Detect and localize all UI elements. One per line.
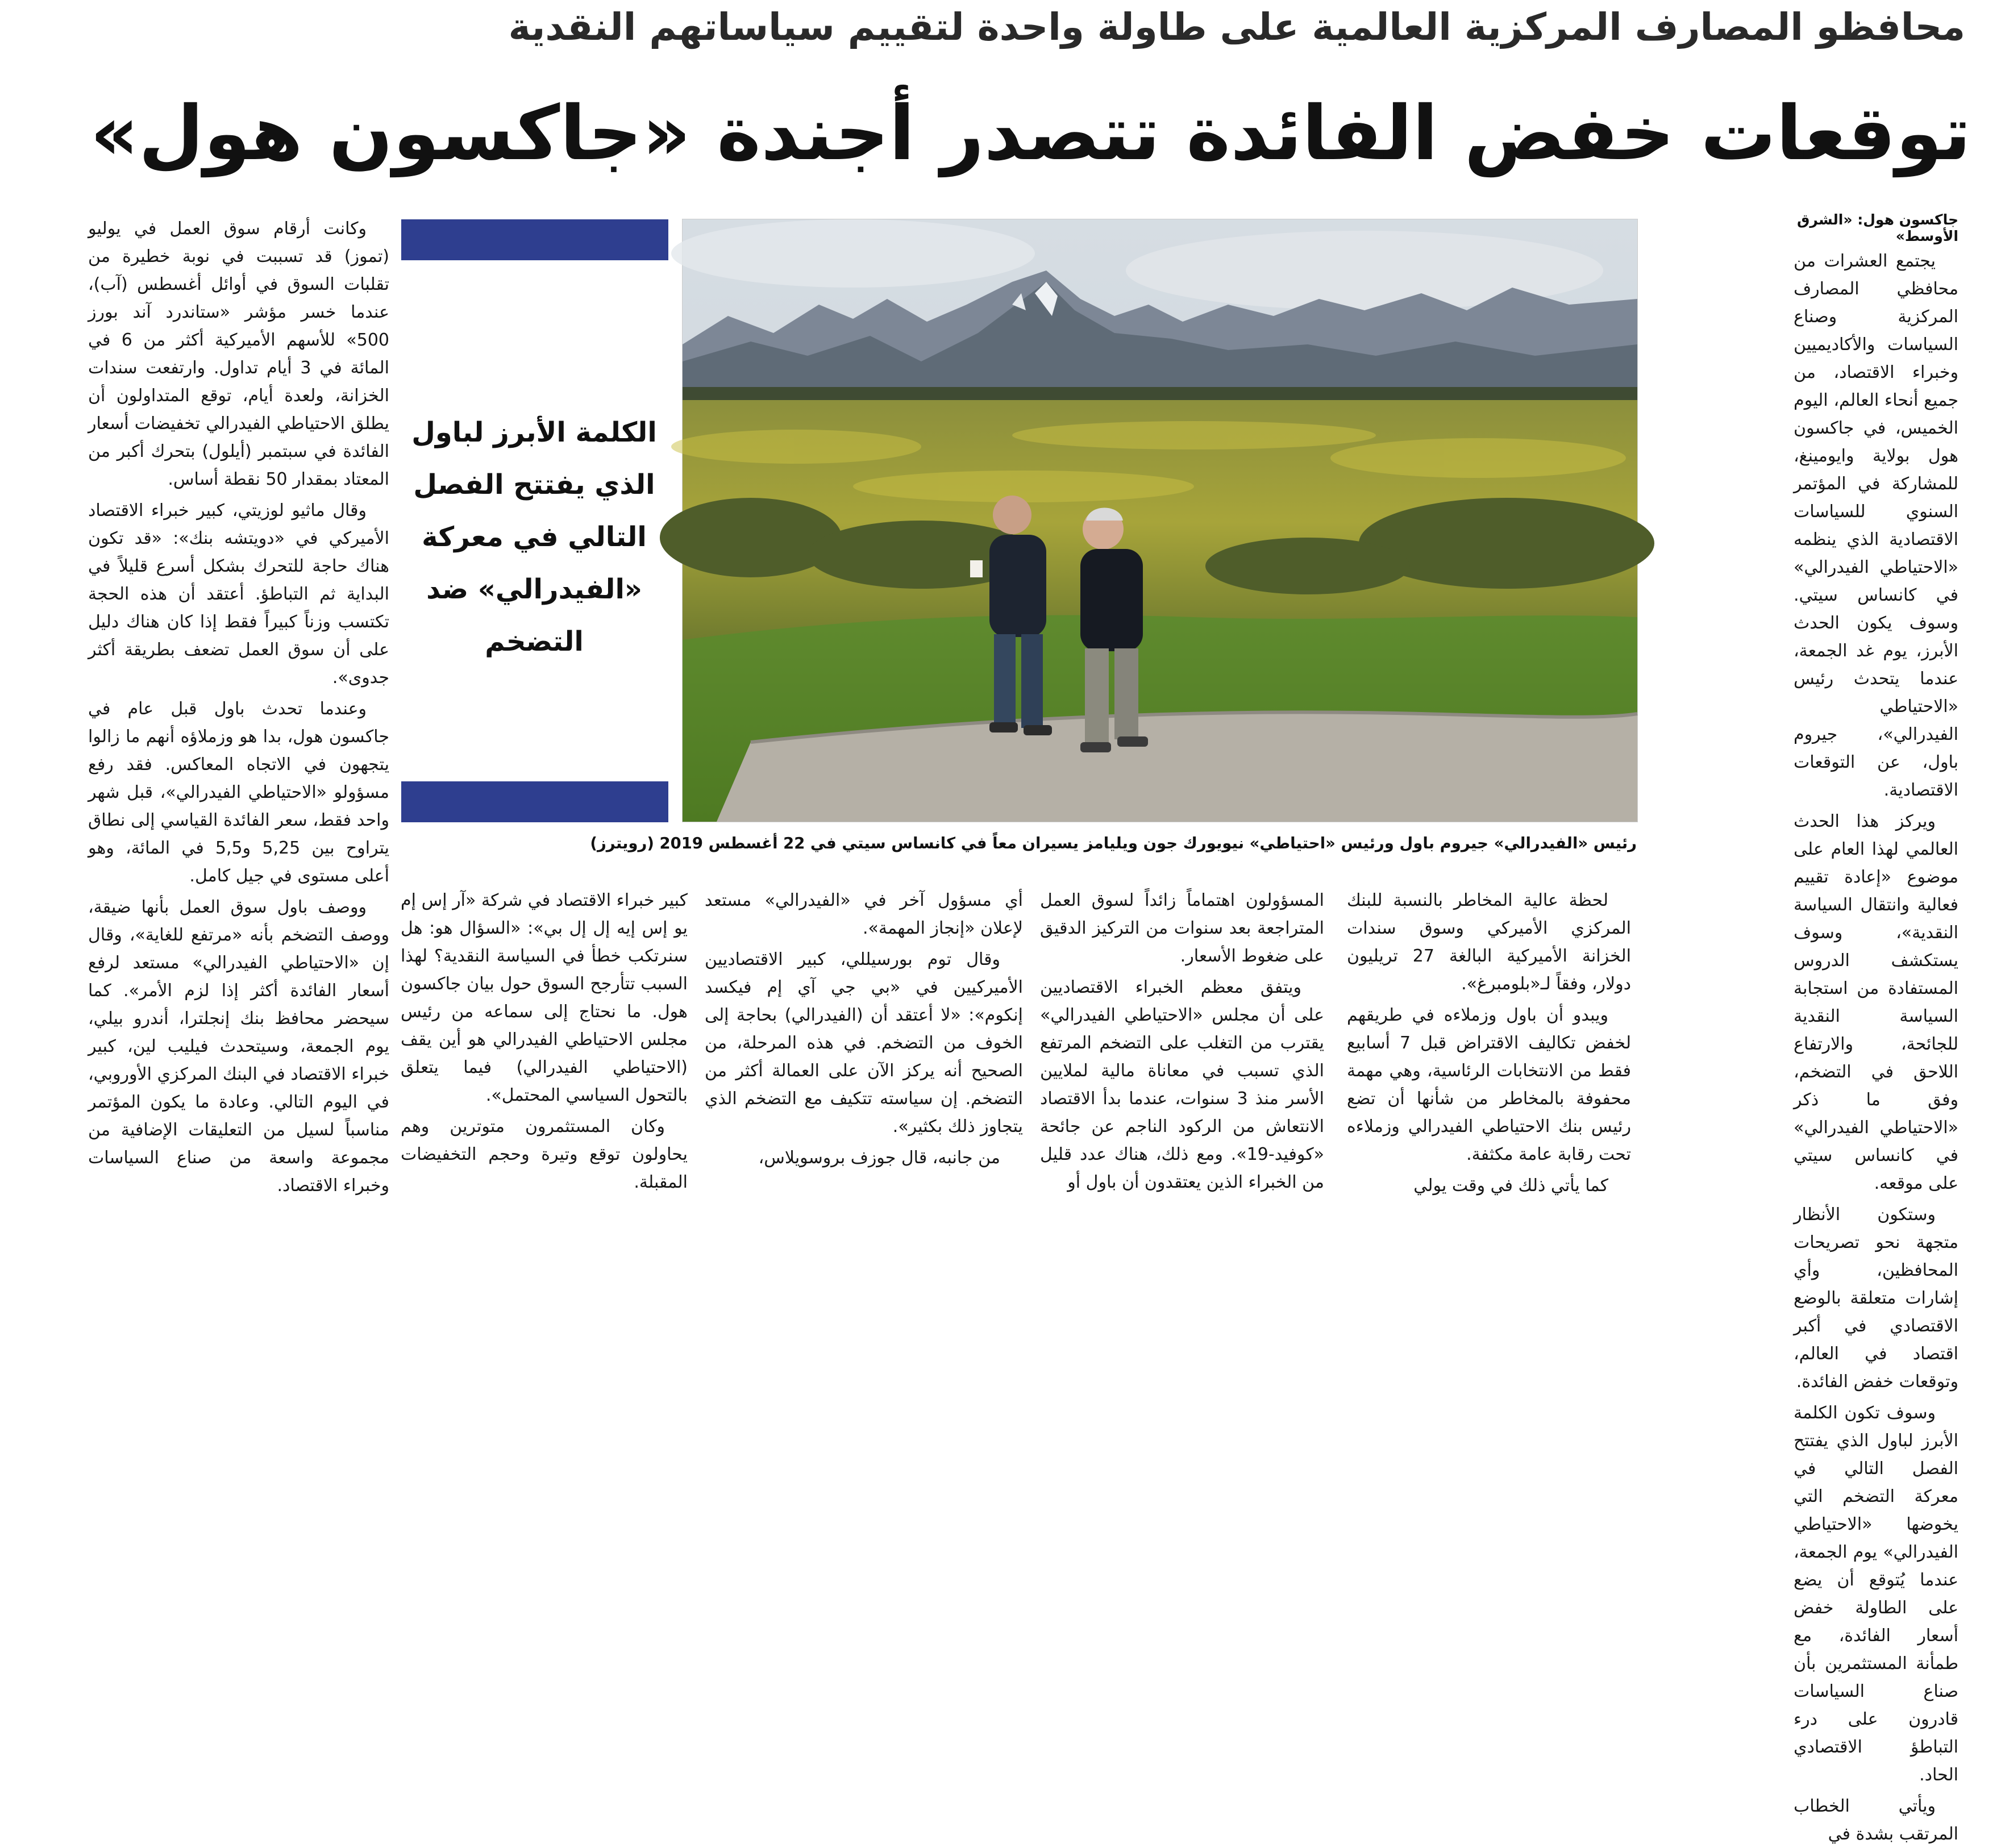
paragraph: وقال توم بورسيللي، كبير الاقتصاديين الأميركيين في «بي جي آي إم فيكسد إنكوم»: «لا أعتقد أن (الفيدرالي) بحاجة إلى الخوف من التضخم. في هذه المرحلة، من الصحيح أنه يركز الآن على العمالة أكثر من التضخم. إن سياسته تتكيف مع التضخم الذي يتجاوز ذلك بكثير». [705, 950, 1023, 1137]
paragraph: وكان المستثمرون متوترين وهم يحاولون توقع وتيرة وحجم التخفيضات المقبلة. [401, 1117, 688, 1192]
paragraph: وكانت أرقام سوق العمل في يوليو (تموز) قد تسببت في نوبة خطيرة من تقلبات السوق في أوائل أغسطس (آب)، عندما خسر مؤشر «ستاندرد آند بورز 500» للأسهم الأميركية أكثر من 6 في المائة في 3 أيام تداول. وارتفعت سندات الخزانة، ولعدة أيام، توقع المتداولون أن يطلق الاحتياطي الفيدرالي تخفيضات أسعار الفائدة في سبتمبر (أيلول) بتحرك أكبر من المعتاد بمقدار 50 نقطة أساس. [88, 219, 389, 489]
paragraph: كما يأتي ذلك في وقت يولي [1413, 1176, 1608, 1196]
text-column-bottom-3 [705, 886, 1023, 1188]
pull-quote-bottom-bar [401, 781, 668, 822]
paragraph: وقال ماثيو لوزيتي، كبير خبراء الاقتصاد الأميركي في «دويتشه بنك»: «قد تكون هناك حاجة للتحرك بشكل أسرع قليلاً في البداية ثم التباطؤ. أعتقد أن هذه الحجة تكتسب وزناً كبيراً فقط إذا كان هناك دليل على أن سوق العمل تضعف بطريقة أكثر جدوى». [88, 501, 389, 688]
pull-quote: الكلمة الأبرز لباول الذي يفتتح الفصل التالي في معركة «الفيدرالي» ضد التضخم [411, 417, 657, 657]
photo-caption: رئيس «الفيدرالي» جيروم باول ورئيس «احتياطي» نيويورك جون ويليامز يسيران معاً في كانساس سيتي في 22 أغسطس 2019 (رويترز) [590, 834, 1637, 852]
text-column-right-top [1794, 247, 1958, 1844]
article-photo [682, 219, 1638, 822]
paragraph: وستكون الأنظار متجهة نحو تصريحات المحافظين، وأي إشارات متعلقة بالوضع الاقتصادي في أكبر اقتصاد في العالم، وتوقعات خفض الفائدة. [1794, 1205, 1958, 1392]
paragraph: ويتفق معظم الخبراء الاقتصاديين على أن مجلس «الاحتياطي الفيدرالي» يقترب من التغلب على التضخم المرتفع الذي تسبب في معاناة مالية لملايين الأسر منذ 3 سنوات، عندما بدأ الاقتصاد الانتعاش من الركود الناجم عن جائحة «كوفيد-19». ومع ذلك، هناك عدد قليل من الخبراء الذين يعتقدون أن باول أو [1040, 977, 1324, 1192]
paragraph: المسؤولون اهتماماً زائداً لسوق العمل المتراجعة بعد سنوات من التركيز الدقيق على ضغوط الأسعار. [1040, 890, 1324, 966]
text-column-left-top [88, 215, 389, 1196]
paragraph: ويأتي الخطاب المرتقب بشدة في [1794, 1796, 1958, 1844]
article-kicker: محافظو المصارف المركزية العالمية على طاولة واحدة لتقييم سياساتهم النقدية [508, 5, 1965, 49]
pull-quote-top-bar [401, 219, 668, 260]
article-dateline: جاكسون هول: «الشرق الأوسط» [1797, 211, 1958, 244]
article-headline: توقعات خفض الفائدة تتصدر أجندة «جاكسون هول» [90, 90, 1971, 177]
paragraph: لحظة عالية المخاطر بالنسبة للبنك المركزي الأميركي وسوق سندات الخزانة الأميركية البالغة 27 تريليون دولار، وفقاً لـ«بلومبرغ». [1347, 890, 1631, 994]
text-column-bottom-1 [1347, 886, 1631, 1196]
paragraph: ويبدو أن باول وزملاءه في طريقهم لخفض تكاليف الاقتراض قبل 7 أسابيع فقط من الانتخابات الرئاسية، وهي مهمة محفوفة بالمخاطر من شأنها أن تضع رئيس بنك الاحتياطي الفيدرالي وزملاءه تحت رقابة عامة مكثفة. [1347, 1005, 1631, 1164]
photo-jackson-hole-walk [683, 219, 1637, 822]
paragraph: ووصف باول سوق العمل بأنها ضيقة، ووصف التضخم بأنه «مرتفع للغاية»، وقال إن «الاحتياطي الفيدرالي» مستعد لرفع أسعار الفائدة أكثر إذا لزم الأمر». كما سيحضر محافظ بنك إنجلترا، أندرو بيلي، يوم الجمعة، وسيتحدث فيليب لين، كبير خبراء الاقتصاد في البنك المركزي الأوروبي، في اليوم التالي. وعادة ما يكون المؤتمر مناسباً لسيل من التعليقات الإضافية من مجموعة واسعة من صناع السياسات وخبراء الاقتصاد. [88, 897, 389, 1196]
paragraph: ويركز هذا الحدث العالمي لهذا العام على موضوع «إعادة تقييم فعالية وانتقال السياسة النقدية»، وسوف يستكشف الدروس المستفادة من استجابة السياسة النقدية للجائحة، والارتفاع اللاحق في التضخم، وفق ما ذكر «الاحتياطي الفيدرالي» في كانساس سيتي على موقعه. [1794, 811, 1958, 1193]
paragraph: وعندما تحدث باول قبل عام في جاكسون هول، بدا هو وزملاؤه أنهم ما زالوا يتجهون في الاتجاه المعاكس. فقد رفع مسؤولو «الاحتياطي الفيدرالي»، قبل شهر واحد فقط، سعر الفائدة القياسي إلى نطاق يتراوح بين 5,25 و5,5 في المائة، وهو أعلى مستوى في جيل كامل. [88, 699, 389, 886]
paragraph: من جانبه، قال جوزف بروسويلاس، [758, 1148, 1000, 1168]
paragraph: أي مسؤول آخر في «الفيدرالي» مستعد لإعلان «إنجاز المهمة». [705, 890, 1023, 938]
paragraph: يجتمع العشرات من محافظي المصارف المركزية وصناع السياسات والأكاديميين وخبراء الاقتصاد، من جميع أنحاء العالم، اليوم الخميس، في جاكسون هول بولاية وايومينغ، للمشاركة في المؤتمر السنوي للسياسات الاقتصادية الذي ينظمه «الاحتياطي الفيدرالي» في كانساس سيتي. وسوف يكون الحدث الأبرز، يوم غد الجمعة، عندما يتحدث رئيس «الاحتياطي الفيدرالي»، جيروم باول، عن التوقعات الاقتصادية. [1794, 251, 1958, 800]
text-column-bottom-2 [1040, 886, 1324, 1192]
paragraph: وسوف تكون الكلمة الأبرز لباول الذي يفتتح الفصل التالي في معركة التضخم التي يخوضها «الاحتياطي الفيدرالي» يوم الجمعة، عندما يُتوقع أن يضع على الطاولة خفض أسعار الفائدة، مع طمأنة المستثمرين بأن صناع السياسات قادرون على درء التباطؤ الاقتصادي الحاد. [1794, 1403, 1958, 1785]
text-column-bottom-4 [401, 886, 688, 1192]
paragraph: كبير خبراء الاقتصاد في شركة «آر إس إم يو إس إيه إل إل بي»: «السؤال هو: هل سنرتكب خطأ في السياسة النقدية؟ لهذا السبب تتأرجح السوق حول بيان جاكسون هول. ما نحتاج إلى سماعه من رئيس مجلس الاحتياطي الفيدرالي هو أين يقف (الاحتياطي الفيدرالي) فيما يتعلق بالتحول السياسي المحتمل». [401, 890, 688, 1105]
